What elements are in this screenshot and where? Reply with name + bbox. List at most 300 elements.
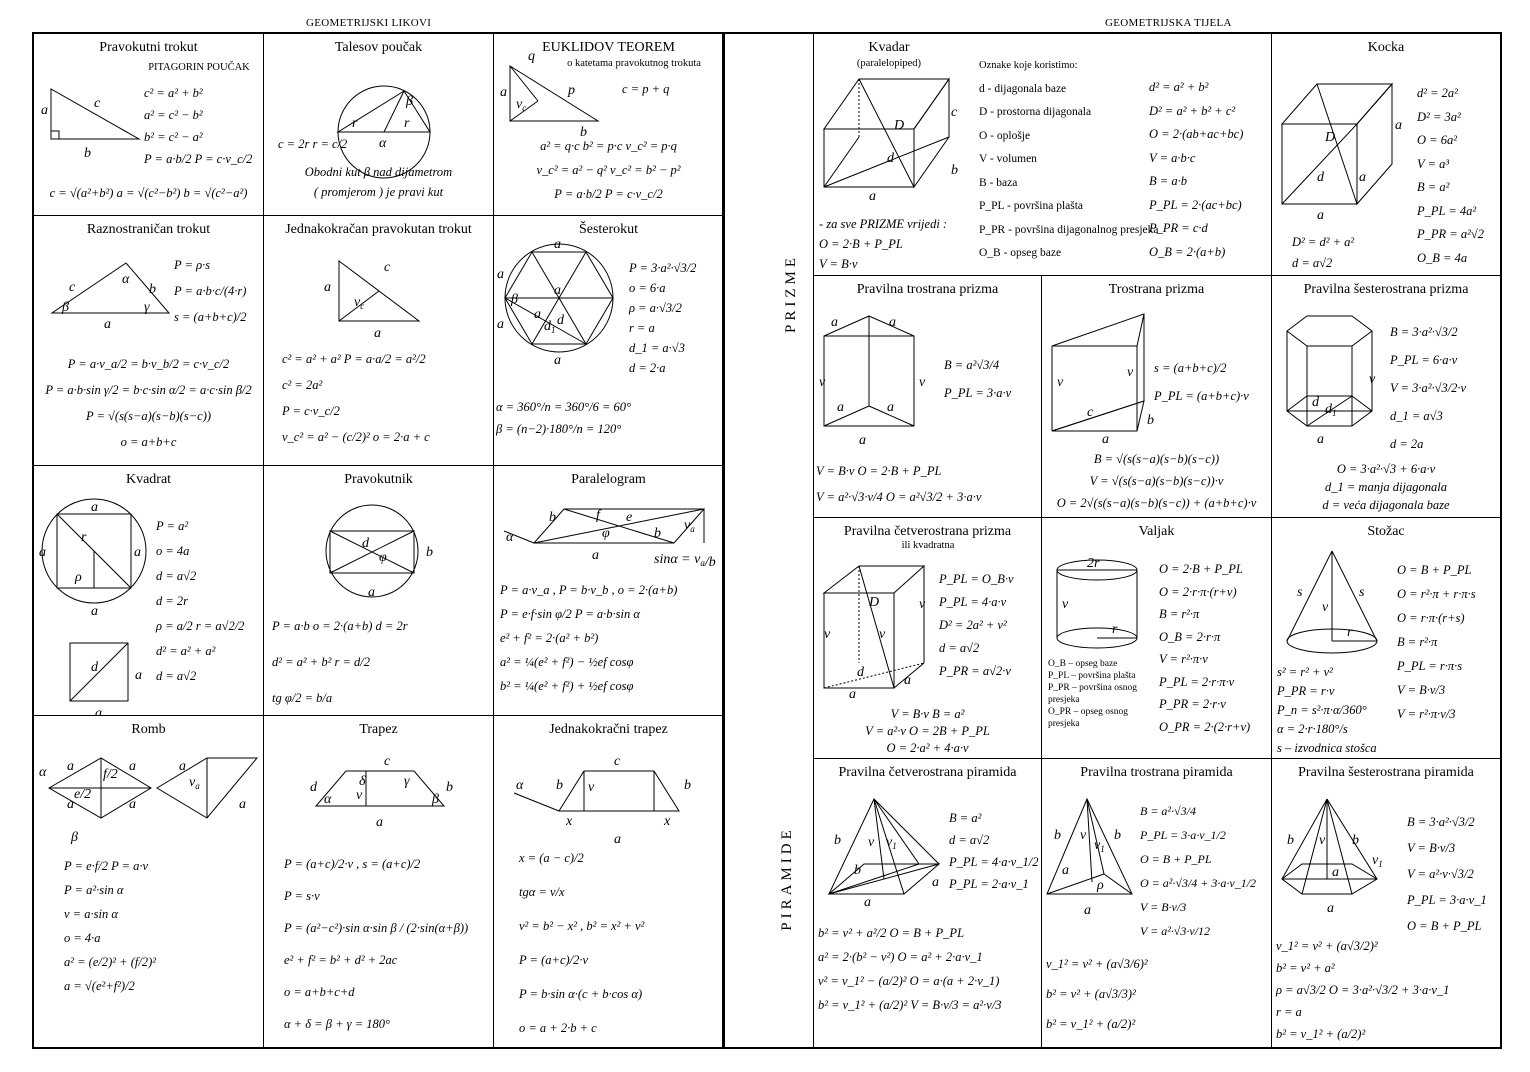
figure-label: c xyxy=(384,754,391,769)
figure-label: α xyxy=(122,272,130,287)
formula: D² = d² + a² xyxy=(1292,235,1355,249)
formula-group-bottom xyxy=(1042,448,1271,514)
figure-label: a xyxy=(104,317,111,332)
formula: P_PL = 3·a·v_1/2 xyxy=(1140,828,1226,842)
cell-kvadar xyxy=(813,33,1272,276)
formula: P_PL = 4a² xyxy=(1417,203,1477,218)
figure-trostrana_pravilna xyxy=(819,306,929,456)
figure-label: a xyxy=(1102,432,1109,447)
figure-label: d xyxy=(310,780,317,795)
formula: O_PR = 2·(2·r+v) xyxy=(1159,719,1251,734)
formula: B = r²·π xyxy=(1397,635,1438,649)
figure-label: a xyxy=(67,797,74,812)
formula: d² = a² + b² r = d/2 xyxy=(272,655,371,669)
formula: P_PL = 4·a·v_1/2 xyxy=(949,855,1039,869)
figure-label: p xyxy=(568,83,575,98)
figure-label: a xyxy=(67,759,74,774)
formula: P = a·b/2 P = c·v_c/2 xyxy=(554,187,663,201)
formula-group xyxy=(1417,82,1484,270)
formula-group-bottom xyxy=(816,458,981,510)
formula: s = (a+b+c)/2 xyxy=(1154,361,1227,375)
formula: x = (a − c)/2 xyxy=(519,851,584,865)
figure-label: a xyxy=(837,400,844,415)
cell-kvadrat xyxy=(33,465,264,721)
figure-label: s xyxy=(1297,585,1303,600)
legend-item: P_PL – površina plašta xyxy=(1048,671,1136,681)
formula: o = a+b+c xyxy=(120,435,177,449)
formula: V = r²·π·v xyxy=(1159,652,1208,666)
notation-item: B - baza xyxy=(979,176,1018,189)
formula: tg φ/2 = b/a xyxy=(272,691,333,705)
figure-label: a xyxy=(869,189,876,204)
figure-label: a xyxy=(849,687,856,702)
formula: a² = q·c b² = p·c v_c² = p·q xyxy=(540,139,677,153)
formula: B = a²√3/4 xyxy=(944,358,1000,372)
formula-group-bottom xyxy=(34,351,263,455)
formula: d = 2r xyxy=(156,594,189,608)
formula: a² = ¼(e² + f²) − ½ef cosφ xyxy=(500,655,634,669)
formula: b² = v² + a² xyxy=(1276,961,1335,975)
notation-item: d - dijagonala baze xyxy=(979,82,1067,95)
formula: V = B·v/3 xyxy=(1140,900,1187,914)
figure-label: b xyxy=(951,163,958,178)
formula: b² = v_1² + (a/2)² xyxy=(1276,1027,1366,1041)
notation-list xyxy=(979,54,1159,266)
figure-label: α xyxy=(324,792,332,807)
cell-subtitle: (paralelopiped) xyxy=(856,58,922,69)
figure-label: d xyxy=(1312,395,1319,410)
formula: P = a·v_a/2 = b·v_b/2 = c·v_c/2 xyxy=(67,357,230,371)
figure-label: c xyxy=(94,96,101,111)
formula: D² = a² + b² + c² xyxy=(1149,103,1236,118)
figure-label: a xyxy=(1317,432,1324,447)
figure-label: d xyxy=(362,536,369,551)
figure-label: D xyxy=(869,595,880,610)
formula-group xyxy=(622,79,669,99)
figure-romb xyxy=(39,746,264,856)
figure-cetverostrana xyxy=(819,558,929,718)
formula: O = r·π·(r+s) xyxy=(1397,611,1465,625)
formula: P = a·b·sin γ/2 = b·c·sin α/2 = a·c·sin β/2 xyxy=(45,383,252,397)
figure-pravokutnik xyxy=(324,501,434,621)
cell-title: Jednakokračan pravokutan trokut xyxy=(285,222,472,237)
formula: B = a² xyxy=(949,811,982,825)
figure-label: r xyxy=(1112,622,1118,637)
figure-label: $v_a$ xyxy=(684,518,695,534)
formula-group xyxy=(1397,558,1476,726)
figure-label: b xyxy=(1287,833,1294,848)
figure-label: d xyxy=(91,660,98,675)
figure-label: a xyxy=(554,283,561,298)
formula: Obodni kut β nad dijametrom xyxy=(304,165,453,179)
figure-label: β xyxy=(511,292,518,307)
formula: v = a·sin α xyxy=(64,907,118,921)
cell-title: Kvadar xyxy=(868,40,910,55)
cell-jedn_trapez xyxy=(493,715,724,1048)
figure-label: a xyxy=(500,85,507,100)
figure-label: a xyxy=(179,759,186,774)
figure-label: d xyxy=(557,313,564,328)
figure-label: D xyxy=(894,118,905,133)
figure-label: v xyxy=(1080,828,1087,843)
formula-group xyxy=(64,854,156,998)
formula: d = veća dijagonala baze xyxy=(1322,498,1450,512)
figure-label: v xyxy=(1062,597,1069,612)
figure-sesterostrana_piramida xyxy=(1277,794,1387,934)
formula: c² = a² + a² P = a·a/2 = a²/2 xyxy=(282,352,426,366)
formula: V = a³ xyxy=(1417,156,1450,171)
formula: b² = v_1² + (a/2)² V = B·v/3 = a²·v/3 xyxy=(818,998,1002,1012)
formula: v² = b² − x² , b² = x² + v² xyxy=(519,919,645,933)
formula: ( promjerom ) je pravi kut xyxy=(313,185,444,199)
figure-label: v xyxy=(868,835,875,850)
formula: P_PL = 2·(ac+bc) xyxy=(1149,197,1242,212)
cell-romb xyxy=(33,715,264,1048)
formula: O = 2·r·π·(r+v) xyxy=(1159,584,1237,599)
cell-euklid xyxy=(493,33,724,216)
figure-label: b xyxy=(1054,828,1061,843)
formula: V = a²·v·√3/2 xyxy=(1407,867,1474,881)
cell-title: Pravokutni trokut xyxy=(99,40,198,55)
formula: d_1 = a·√3 xyxy=(629,341,685,355)
figure-label: a xyxy=(904,673,911,688)
figure-label: a xyxy=(831,315,838,330)
cell-stozac xyxy=(1271,517,1501,759)
figure-label: $v_1$ xyxy=(1094,838,1105,854)
figure-label: d xyxy=(887,151,894,166)
formula: B = 3·a²·√3/2 xyxy=(1407,815,1475,829)
figure-label: c xyxy=(69,280,76,295)
formula-group xyxy=(1140,799,1256,943)
figure-label: b xyxy=(854,863,861,878)
formula: V = B·v xyxy=(819,257,858,271)
figure-label: $d_1$ xyxy=(544,319,556,335)
figure-label: v xyxy=(588,780,595,795)
formula: s² = r² + v² xyxy=(1277,665,1333,679)
formula: e² + f² = b² + d² + 2ac xyxy=(284,953,398,967)
formula: d = 2a xyxy=(1390,437,1424,451)
figure-trapez xyxy=(304,751,464,851)
figure-label: α xyxy=(379,136,387,151)
figure-label: a xyxy=(376,815,383,830)
figure-label: a xyxy=(239,797,246,812)
cell-title: Trostrana prizma xyxy=(1108,282,1205,297)
cell-title: Kocka xyxy=(1367,40,1405,55)
formula: d_1 = manja dijagonala xyxy=(1325,480,1447,494)
formula-group-bottom xyxy=(818,921,1002,1017)
formula: tgα = v/x xyxy=(519,885,565,899)
cell-cetverostrana_piramida xyxy=(813,758,1042,1048)
figure-label: b xyxy=(426,545,433,560)
formula-group-bottom xyxy=(814,706,1041,757)
formula: b² = v² + a²/2 O = B + P_PL xyxy=(818,926,965,940)
formula: P = a·b/2 P = c·v_c/2 xyxy=(144,152,253,166)
formula: V = a²·√3·v/12 xyxy=(1140,924,1211,938)
formula: O_B = 4a xyxy=(1417,250,1468,265)
figure-label: $v_c$ xyxy=(354,295,365,311)
figure-label: b xyxy=(580,125,587,140)
figure-label: $v_a$ xyxy=(189,775,200,791)
figure-label: b xyxy=(1147,413,1154,428)
cell-title: Šesterokut xyxy=(578,222,639,237)
formula-group xyxy=(278,134,347,154)
figure-label: a xyxy=(135,668,142,683)
figure-label: D xyxy=(1325,130,1336,145)
formula: v_1² = v² + (a√3/6)² xyxy=(1046,957,1148,971)
formula-group-bottom xyxy=(1292,232,1354,274)
formula: B = 3·a²·√3/2 xyxy=(1390,325,1458,339)
formula: e² + f² = 2·(a² + b²) xyxy=(500,631,599,645)
notation-title: Oznake koje koristimo: xyxy=(979,60,1078,71)
cell-trostrana xyxy=(1041,275,1272,518)
figure-label: a xyxy=(95,706,102,721)
formula-group-bottom xyxy=(1277,663,1377,758)
notation-item: O_B - opseg baze xyxy=(979,247,1062,259)
figure-label: v xyxy=(879,627,886,642)
figure-label: a xyxy=(1317,208,1324,223)
formula-group xyxy=(519,841,644,1045)
formula: - za sve PRIZME vrijedi : xyxy=(819,217,948,231)
formula: d = a√2 xyxy=(949,833,990,847)
figure-label: c xyxy=(614,754,621,769)
formula: P = c·v_c/2 xyxy=(282,404,340,418)
formula: o = a+b+c+d xyxy=(284,985,355,999)
cell-trostrana_pravilna xyxy=(813,275,1042,518)
formula: P_PL = 4·a·v xyxy=(939,595,1007,609)
figure-jedn_trapez xyxy=(514,751,704,851)
formula: P = a·v_a , P = b·v_b , o = 2·(a+b) xyxy=(500,583,678,597)
figure-label: a xyxy=(1084,903,1091,918)
cell-sesterostrana_piramida xyxy=(1271,758,1501,1048)
formula: V = a²·√3·v/4 O = a²√3/2 + 3·a·v xyxy=(816,490,982,504)
formula: c² = 2a² xyxy=(282,378,323,392)
figure-label: a xyxy=(91,500,98,515)
cell-kocka xyxy=(1271,33,1501,276)
formula-group xyxy=(500,578,677,698)
formula: ρ = a√3/2 O = 3·a²·√3/2 + 3·a·v_1 xyxy=(1276,983,1450,997)
formula: P_n = s²·π·α/360° xyxy=(1277,703,1367,717)
formula-group xyxy=(629,258,696,378)
figure-label: a xyxy=(864,895,871,910)
formula: P = √(s(s−a)(s−b)(s−c)) xyxy=(85,409,212,423)
formula: s = (a+b+c)/2 xyxy=(174,310,247,324)
formula: B = a² xyxy=(1417,180,1450,194)
formula: V = r²·π·v/3 xyxy=(1397,707,1456,721)
formula: d = a√2 xyxy=(156,669,197,683)
formula: O_B = 2·(a+b) xyxy=(1149,244,1226,259)
cell-title: Pravilna trostrana piramida xyxy=(1080,765,1233,780)
formula: d_1 = a√3 xyxy=(1390,409,1443,423)
figure-jednakokracan xyxy=(324,251,424,356)
formula: P_PR = a²√2 xyxy=(1417,227,1484,241)
cell-title: Raznostraničan trokut xyxy=(86,222,211,237)
cell-title: Jednakokračni trapez xyxy=(549,722,668,737)
formula: c = p + q xyxy=(622,82,670,96)
formula: P = e·f/2 P = a·v xyxy=(64,859,149,873)
figure-label: a xyxy=(134,545,141,560)
formula: O = 2·a² + 4·a·v xyxy=(886,741,969,755)
figure-label: β xyxy=(406,94,413,109)
formula: o = 4a xyxy=(156,544,190,558)
formula: P_PR = a√2·v xyxy=(939,664,1011,678)
figure-label: a xyxy=(497,317,504,332)
figure-label: $v_c$ xyxy=(516,97,527,113)
formula-group xyxy=(949,807,1038,895)
cell-valjak xyxy=(1041,517,1272,759)
formula-group-bottom xyxy=(264,162,493,202)
formula: d = a√2 xyxy=(939,641,980,655)
formula: P = (a+c)/2·v xyxy=(519,953,589,967)
cell-title: Pravilna šesterostrana piramida xyxy=(1298,765,1474,780)
figure-cetverostrana_piramida xyxy=(824,794,944,924)
cell-title: Paralelogram xyxy=(571,472,646,487)
figure-kvadar xyxy=(819,74,969,214)
figure-label: a xyxy=(592,548,599,563)
formula: v_c² = a² − q² v_c² = b² − p² xyxy=(536,163,681,177)
formula: P_PR = c·d xyxy=(1149,221,1208,235)
figure-label: e xyxy=(626,510,633,525)
formula-group-bottom xyxy=(819,214,947,274)
figure-raznostranican xyxy=(44,251,174,346)
side-label-piramide: PIRAMIDE xyxy=(778,826,795,931)
figure-label: b xyxy=(446,780,453,795)
cell-title: Pravokutnik xyxy=(344,472,413,487)
cell-sesterostrana xyxy=(1271,275,1501,518)
figure-label: a xyxy=(614,832,621,847)
figure-label: v xyxy=(356,788,363,803)
figure-label: c xyxy=(384,260,391,275)
formula: o = 6·a xyxy=(629,281,666,295)
figure-label: β xyxy=(432,792,439,807)
formula: P_PL = r·π·s xyxy=(1397,659,1463,673)
cell-cetverostrana xyxy=(813,517,1042,759)
formula: c² = a² + b² xyxy=(144,86,203,100)
figure-label: α xyxy=(39,765,47,780)
formula-group xyxy=(272,608,408,716)
formula: r = a xyxy=(1276,1005,1302,1019)
formula-group-bottom xyxy=(1276,935,1449,1045)
figure-label: b xyxy=(84,146,91,161)
formula: d = a√2 xyxy=(1292,256,1333,270)
figure-label: r xyxy=(352,116,358,131)
figure-label: a xyxy=(497,267,504,282)
figure-label: v xyxy=(1322,600,1329,615)
figure-label: 2r xyxy=(1087,556,1100,571)
formula: V = 3·a²·√3/2·v xyxy=(1390,381,1467,395)
cell-title: Pravilna četverostrana piramida xyxy=(838,765,1017,780)
notation-item: V - volumen xyxy=(979,153,1037,165)
figure-label: v xyxy=(1369,372,1376,387)
notation-item: P_PR - površina dijagonalnog presjeka xyxy=(979,223,1159,236)
formula: a = √(e²+f²)/2 xyxy=(64,979,135,993)
formula: D² = 2a² + v² xyxy=(939,618,1007,632)
formula: O = B + P_PL xyxy=(1407,919,1482,933)
formula: v_1² = v² + (a√3/2)² xyxy=(1276,939,1378,953)
formula: b² = c² − a² xyxy=(144,130,203,144)
formula: d² = a² + a² xyxy=(156,644,216,658)
formula-group xyxy=(939,568,1014,683)
formula: V = B·v B = a² xyxy=(890,707,965,721)
formula: B = a·b xyxy=(1149,174,1187,188)
formula: P = a² xyxy=(156,519,189,533)
formula: P = a·b o = 2·(a+b) d = 2r xyxy=(272,619,408,633)
figure-label: a xyxy=(39,545,46,560)
formula: α = 2·r·180°/s xyxy=(1277,722,1348,736)
formula: V = B·v/3 xyxy=(1397,683,1446,697)
valjak-legend xyxy=(1048,658,1154,730)
figure-label: v xyxy=(1057,375,1064,390)
figure-label: b xyxy=(834,833,841,848)
cell-title: EUKLIDOV TEOREM xyxy=(542,40,675,55)
figure-label: x xyxy=(566,814,573,829)
figure-label: a xyxy=(368,585,375,600)
figure-label: a xyxy=(1359,170,1366,185)
figure-label: v xyxy=(919,597,926,612)
formula: P = s·v xyxy=(284,889,320,903)
cell-title: Stožac xyxy=(1367,524,1405,539)
cell-title: Pravilna trostrana prizma xyxy=(856,282,999,297)
formula: V = a²·v O = 2B + P_PL xyxy=(865,724,990,738)
formula: c = √(a²+b²) a = √(c²−b²) b = √(c²−a²) xyxy=(49,186,248,200)
formula: B = a²·√3/4 xyxy=(1140,804,1196,818)
figure-label: $d_1$ xyxy=(1325,402,1337,418)
figure-label: c xyxy=(951,105,958,120)
cell-tales xyxy=(263,33,494,216)
formula-group-bottom xyxy=(1046,949,1148,1039)
formula: B = r²·π xyxy=(1159,607,1200,621)
cell-title: Trapez xyxy=(359,722,398,737)
figure-label: a xyxy=(1332,865,1339,880)
formula: r = a xyxy=(629,321,655,335)
formula: a² = 2·(b² − v²) O = a² + 2·a·v_1 xyxy=(818,950,983,964)
figure-label: α xyxy=(506,530,514,545)
figure-label: φ xyxy=(379,550,387,565)
cell-pravokutni xyxy=(33,33,264,216)
figure-pravokutni xyxy=(39,79,149,174)
figure-label: q xyxy=(528,49,535,64)
figure-label: a xyxy=(91,604,98,619)
formula: O = 3·a²·√3 + 6·a·v xyxy=(1336,462,1436,476)
formula: V = √(s(s−a)(s−b)(s−c))·v xyxy=(1089,474,1224,488)
formula: b² = v_1² + (a/2)² xyxy=(1046,1017,1136,1031)
figure-sesterostrana xyxy=(1277,311,1377,466)
notation-item: P_PL - površina plašta xyxy=(979,200,1084,212)
figure-label: a xyxy=(554,237,561,252)
formula: P = a²·sin α xyxy=(64,883,124,897)
formula-group xyxy=(1407,809,1487,939)
formula: v² = v_1² − (a/2)² O = a·(a + 2·v_1) xyxy=(818,974,1000,988)
figure-label: v xyxy=(819,375,826,390)
figure-label: b xyxy=(654,526,661,541)
figure-label: γ xyxy=(144,300,150,315)
formula: α + δ = β + γ = 180° xyxy=(284,1017,391,1031)
figure-label: d xyxy=(1317,170,1324,185)
side-label-prizme: PRIZME xyxy=(783,253,800,334)
formula: b² = ¼(e² + f²) + ½ef cosφ xyxy=(500,679,634,693)
formula: d² = 2a² xyxy=(1417,86,1458,100)
formula: O = a²·√3/4 + 3·a·v_1/2 xyxy=(1140,876,1257,890)
figure-label: s xyxy=(1359,585,1365,600)
figure-label: f/2 xyxy=(103,767,118,782)
formula-group xyxy=(284,848,468,1040)
formula: P_PL = 2·a·v_1 xyxy=(949,877,1029,891)
cell-title: Kvadrat xyxy=(125,472,172,487)
cell-title: Valjak xyxy=(1138,524,1175,539)
figure-stozac xyxy=(1277,546,1387,676)
figure-label: v xyxy=(824,627,831,642)
figure-label: a xyxy=(324,280,331,295)
notation-item: O - oplošje xyxy=(979,129,1031,142)
